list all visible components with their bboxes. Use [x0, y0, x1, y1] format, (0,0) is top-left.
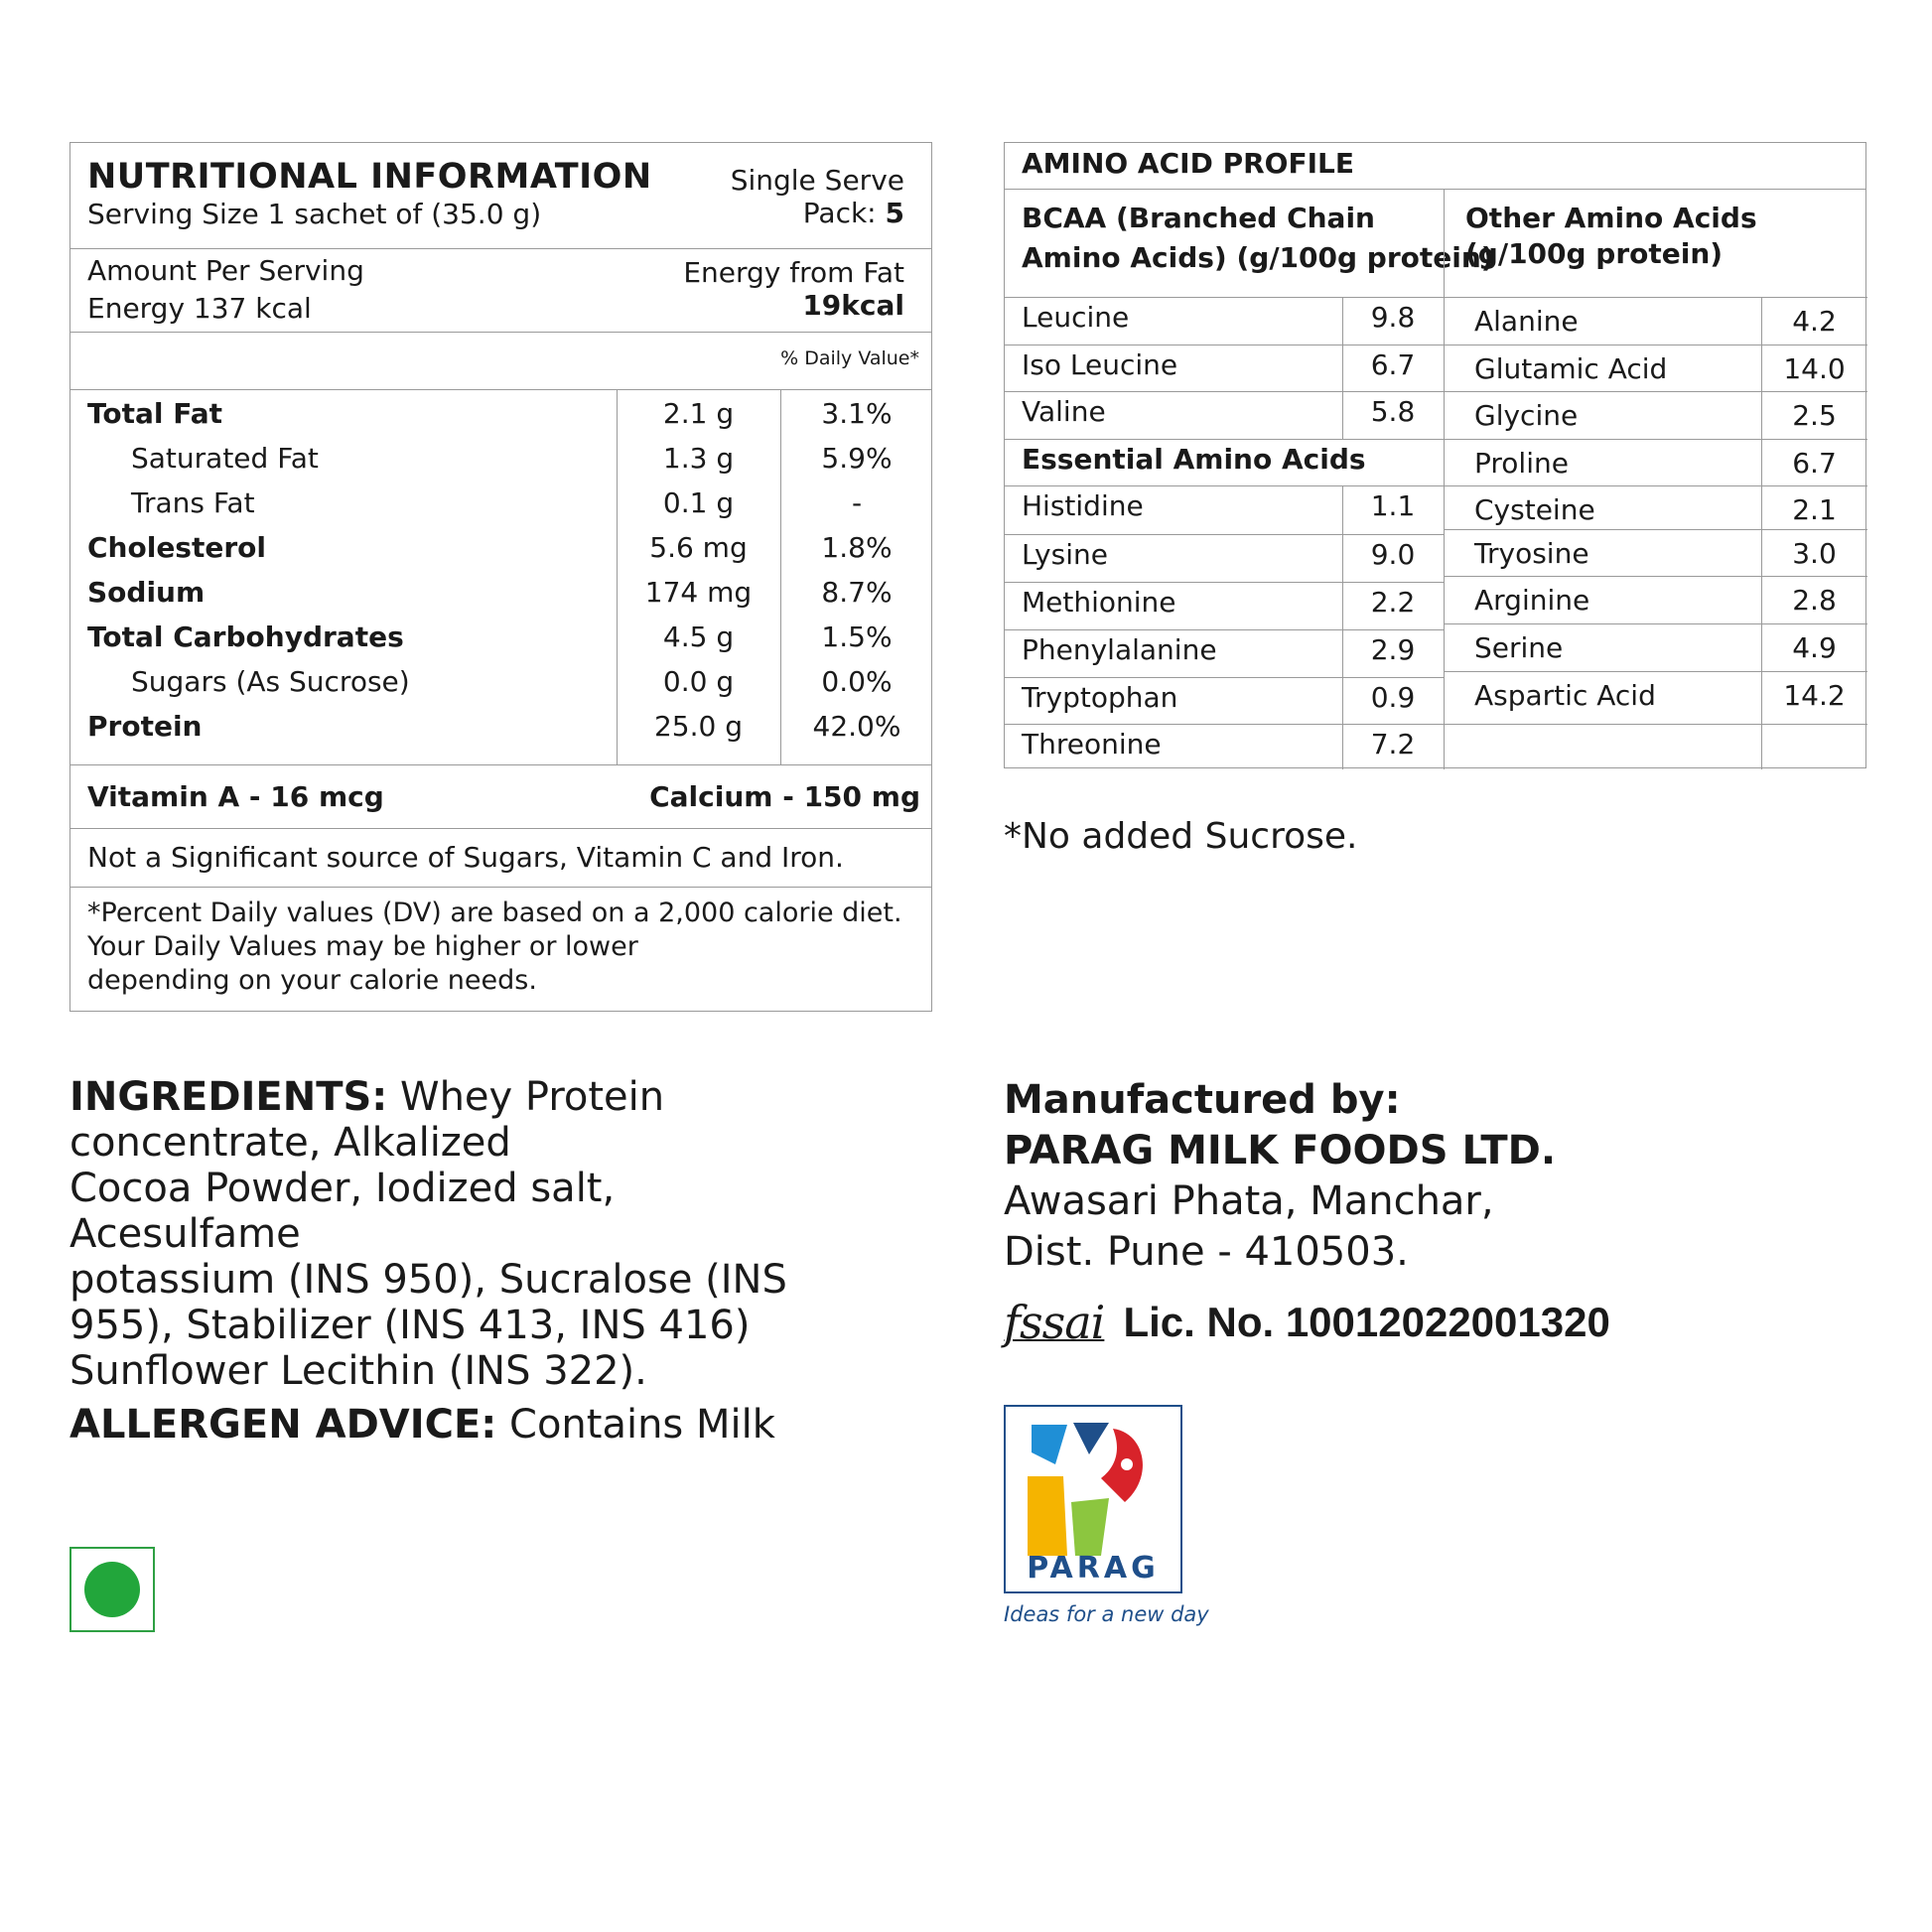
amino-acid-value: 2.5: [1792, 399, 1837, 432]
company-name: PARAG MILK FOODS LTD.: [1004, 1128, 1557, 1173]
amino-acid-name: Aspartic Acid: [1474, 679, 1656, 712]
nutrition-title: NUTRITIONAL INFORMATION: [87, 157, 652, 197]
amino-acid-name: Glycine: [1474, 399, 1579, 432]
pack-info: [803, 197, 904, 229]
nutrient-amount: 174 mg: [644, 576, 753, 609]
amino-acid-name: Lysine: [1022, 538, 1108, 571]
nutrient-name: Trans Fat: [131, 486, 255, 519]
divider: [1444, 439, 1867, 440]
nutrient-daily-value: 3.1%: [821, 397, 893, 430]
amino-acid-value: 3.0: [1792, 537, 1837, 570]
nutrient-amount: 25.0 g: [653, 710, 744, 743]
divider: [1444, 391, 1867, 392]
column-divider: [1761, 439, 1762, 485]
manufacturer-block: [1004, 1075, 1556, 1278]
amino-acid-name: Glutamic Acid: [1474, 352, 1668, 385]
nutrient-daily-value: -: [851, 486, 863, 519]
brand-tagline: Ideas for a new day: [1004, 1602, 1209, 1626]
ingredients-line: 955), Stabilizer (INS 413, INS 416): [69, 1303, 751, 1348]
column-divider: [1342, 582, 1343, 629]
other-header: [1465, 201, 1757, 272]
divider: [1005, 629, 1444, 630]
bcaa-header-line: Amino Acids) (g/100g protein): [1022, 241, 1494, 274]
amino-acid-panel: [1004, 142, 1866, 768]
daily-value-header: % Daily Value*: [780, 347, 919, 369]
nutrient-amount: 4.5 g: [662, 621, 735, 653]
amino-acid-name: Tryosine: [1474, 537, 1589, 570]
amino-acid-value: 2.8: [1792, 584, 1837, 617]
divider: [70, 828, 931, 829]
amino-acid-name: Methionine: [1022, 586, 1176, 619]
column-divider: [1761, 485, 1762, 529]
nutrient-daily-value: 5.9%: [821, 442, 893, 475]
divider: [70, 248, 931, 249]
divider: [1444, 623, 1867, 624]
column-divider: [1761, 345, 1762, 391]
footnote-line: Your Daily Values may be higher or lower: [87, 931, 638, 962]
column-divider: [1761, 529, 1762, 576]
essential-amino-header: Essential Amino Acids: [1022, 443, 1366, 476]
ingredients-line: potassium (INS 950), Sucralose (INS: [69, 1257, 787, 1303]
footnote-line: *Percent Daily values (DV) are based on a 2,000 calorie diet.: [87, 897, 902, 928]
nutrient-daily-value: 42.0%: [812, 710, 901, 743]
amino-acid-name: Proline: [1474, 447, 1569, 480]
parag-logo: [1004, 1405, 1182, 1593]
address-line: Awasari Phata, Manchar,: [1004, 1178, 1494, 1224]
amino-acid-value: 0.9: [1370, 681, 1416, 714]
daily-value-footnote: [87, 897, 902, 998]
nutrient-name: Total Fat: [87, 397, 223, 430]
manufactured-by-label: Manufactured by:: [1004, 1077, 1401, 1123]
divider: [1005, 189, 1865, 190]
divider: [1005, 724, 1444, 725]
divider: [1444, 671, 1867, 672]
divider: [1444, 529, 1867, 530]
amino-acid-value: 4.9: [1792, 631, 1837, 664]
vegetarian-dot: [84, 1562, 140, 1617]
nutrient-name: Protein: [87, 710, 203, 743]
divider: [1444, 297, 1867, 298]
ingredients-line: concentrate, Alkalized: [69, 1120, 511, 1166]
allergen-label: ALLERGEN ADVICE:: [69, 1402, 497, 1448]
no-added-sucrose: *No added Sucrose.: [1004, 816, 1358, 857]
amino-acid-value: 5.8: [1370, 395, 1416, 428]
divider: [1005, 582, 1444, 583]
divider: [1005, 391, 1444, 392]
nutrient-amount: 5.6 mg: [649, 531, 748, 564]
divider: [1005, 534, 1444, 535]
column-divider: [1761, 623, 1762, 671]
column-divider: [1342, 724, 1343, 769]
nutrient-name: Total Carbohydrates: [87, 621, 404, 653]
nutrient-amount: 2.1 g: [662, 397, 735, 430]
amino-acid-name: Valine: [1022, 395, 1106, 428]
column-divider: [1342, 534, 1343, 582]
bcaa-header: [1022, 199, 1494, 278]
nutrient-daily-value: 1.8%: [821, 531, 893, 564]
divider: [1444, 724, 1867, 725]
amino-acid-name: Serine: [1474, 631, 1564, 664]
amino-acid-value: 14.2: [1783, 679, 1846, 712]
nutrient-name: Cholesterol: [87, 531, 266, 564]
address-line: Dist. Pune - 410503.: [1004, 1229, 1409, 1275]
amino-acid-value: 6.7: [1370, 348, 1416, 381]
column-divider: [1342, 391, 1343, 439]
amino-title: AMINO ACID PROFILE: [1022, 147, 1354, 180]
energy-value: Energy 137 kcal: [87, 292, 312, 325]
ingredients-line: Sunflower Lecithin (INS 322).: [69, 1348, 647, 1394]
amino-acid-value: 6.7: [1792, 447, 1837, 480]
other-header-line: (g/100g protein): [1465, 237, 1724, 270]
amino-acid-value: 2.2: [1370, 586, 1416, 619]
amino-acid-value: 1.1: [1370, 489, 1416, 522]
bcaa-header-line: BCAA (Branched Chain: [1022, 202, 1375, 234]
column-divider: [1342, 345, 1343, 391]
divider: [70, 389, 931, 390]
divider: [1005, 677, 1444, 678]
amino-acid-name: Phenylalanine: [1022, 633, 1217, 666]
nutrient-amount: 0.1 g: [662, 486, 735, 519]
ingredients-line: Whey Protein: [387, 1074, 665, 1120]
amino-acid-value: 2.9: [1370, 633, 1416, 666]
nutrient-daily-value: 1.5%: [821, 621, 893, 653]
column-divider: [1761, 724, 1762, 769]
allergen-block: [69, 1402, 775, 1448]
column-divider: [1342, 677, 1343, 724]
amino-acid-name: Arginine: [1474, 584, 1590, 617]
amino-acid-value: 14.0: [1783, 352, 1846, 385]
amino-acid-value: 7.2: [1370, 728, 1416, 760]
nutrient-daily-value: 0.0%: [821, 665, 893, 698]
amino-acid-name: Iso Leucine: [1022, 348, 1178, 381]
divider: [1005, 297, 1444, 298]
column-divider: [1342, 297, 1343, 345]
serving-size: Serving Size 1 sachet of (35.0 g): [87, 198, 542, 230]
pack-label: Pack:: [802, 197, 877, 229]
energy-from-fat-value: 19kcal: [802, 289, 904, 322]
nutrient-name: Saturated Fat: [131, 442, 319, 475]
column-divider: [1761, 576, 1762, 623]
amino-acid-value: 4.2: [1792, 305, 1837, 338]
column-divider: [1342, 629, 1343, 677]
nutrient-name: Sodium: [87, 576, 206, 609]
energy-from-fat-label: Energy from Fat: [683, 256, 904, 289]
column-divider: [1761, 297, 1762, 345]
single-serve-label: Single Serve: [730, 164, 904, 197]
amino-acid-value: 9.0: [1370, 538, 1416, 571]
column-divider: [1761, 671, 1762, 724]
amino-acid-name: Cysteine: [1474, 493, 1595, 526]
ingredients-label: INGREDIENTS:: [69, 1074, 388, 1120]
column-divider: [1761, 391, 1762, 439]
divider: [1444, 485, 1867, 486]
not-significant-note: Not a Significant source of Sugars, Vitamin C and Iron.: [87, 841, 844, 874]
fssai-logo: fssai: [1004, 1296, 1105, 1349]
vitamin-a: Vitamin A - 16 mcg: [87, 780, 384, 813]
amino-acid-name: Tryptophan: [1022, 681, 1178, 714]
amino-acid-name: Threonine: [1022, 728, 1162, 760]
nutrient-daily-value: 8.7%: [821, 576, 893, 609]
other-header-line: Other Amino Acids: [1465, 202, 1757, 234]
amount-per-serving: Amount Per Serving: [87, 254, 364, 287]
nutrient-name: Sugars (As Sucrose): [131, 665, 410, 698]
divider: [70, 332, 931, 333]
nutrient-amount: 1.3 g: [662, 442, 735, 475]
divider: [70, 887, 931, 888]
footnote-line: depending on your calorie needs.: [87, 965, 537, 996]
amino-acid-name: Alanine: [1474, 305, 1579, 338]
ingredients-block: [69, 1074, 824, 1394]
allergen-text: Contains Milk: [496, 1402, 775, 1448]
brand-name: PARAG: [1027, 1551, 1160, 1586]
ingredients-line: Cocoa Powder, Iodized salt, Acesulfame: [69, 1166, 616, 1257]
license-number: Lic. No. 10012022001320: [1123, 1299, 1610, 1345]
calcium: Calcium - 150 mg: [649, 780, 920, 813]
pack-count: 5: [885, 197, 904, 229]
column-divider: [1444, 189, 1445, 769]
vegetarian-mark-icon: [69, 1547, 155, 1632]
amino-acid-value: 9.8: [1370, 301, 1416, 334]
divider: [1444, 576, 1867, 577]
amino-acid-name: Histidine: [1022, 489, 1144, 522]
column-divider: [1342, 485, 1343, 534]
amino-acid-value: 2.1: [1792, 493, 1837, 526]
divider: [1005, 485, 1444, 486]
divider: [1005, 439, 1444, 440]
nutrient-amount: 0.0 g: [662, 665, 735, 698]
divider: [70, 764, 931, 765]
nutrition-panel: [69, 142, 932, 1012]
amino-acid-name: Leucine: [1022, 301, 1130, 334]
fssai-block: [1004, 1296, 1610, 1349]
